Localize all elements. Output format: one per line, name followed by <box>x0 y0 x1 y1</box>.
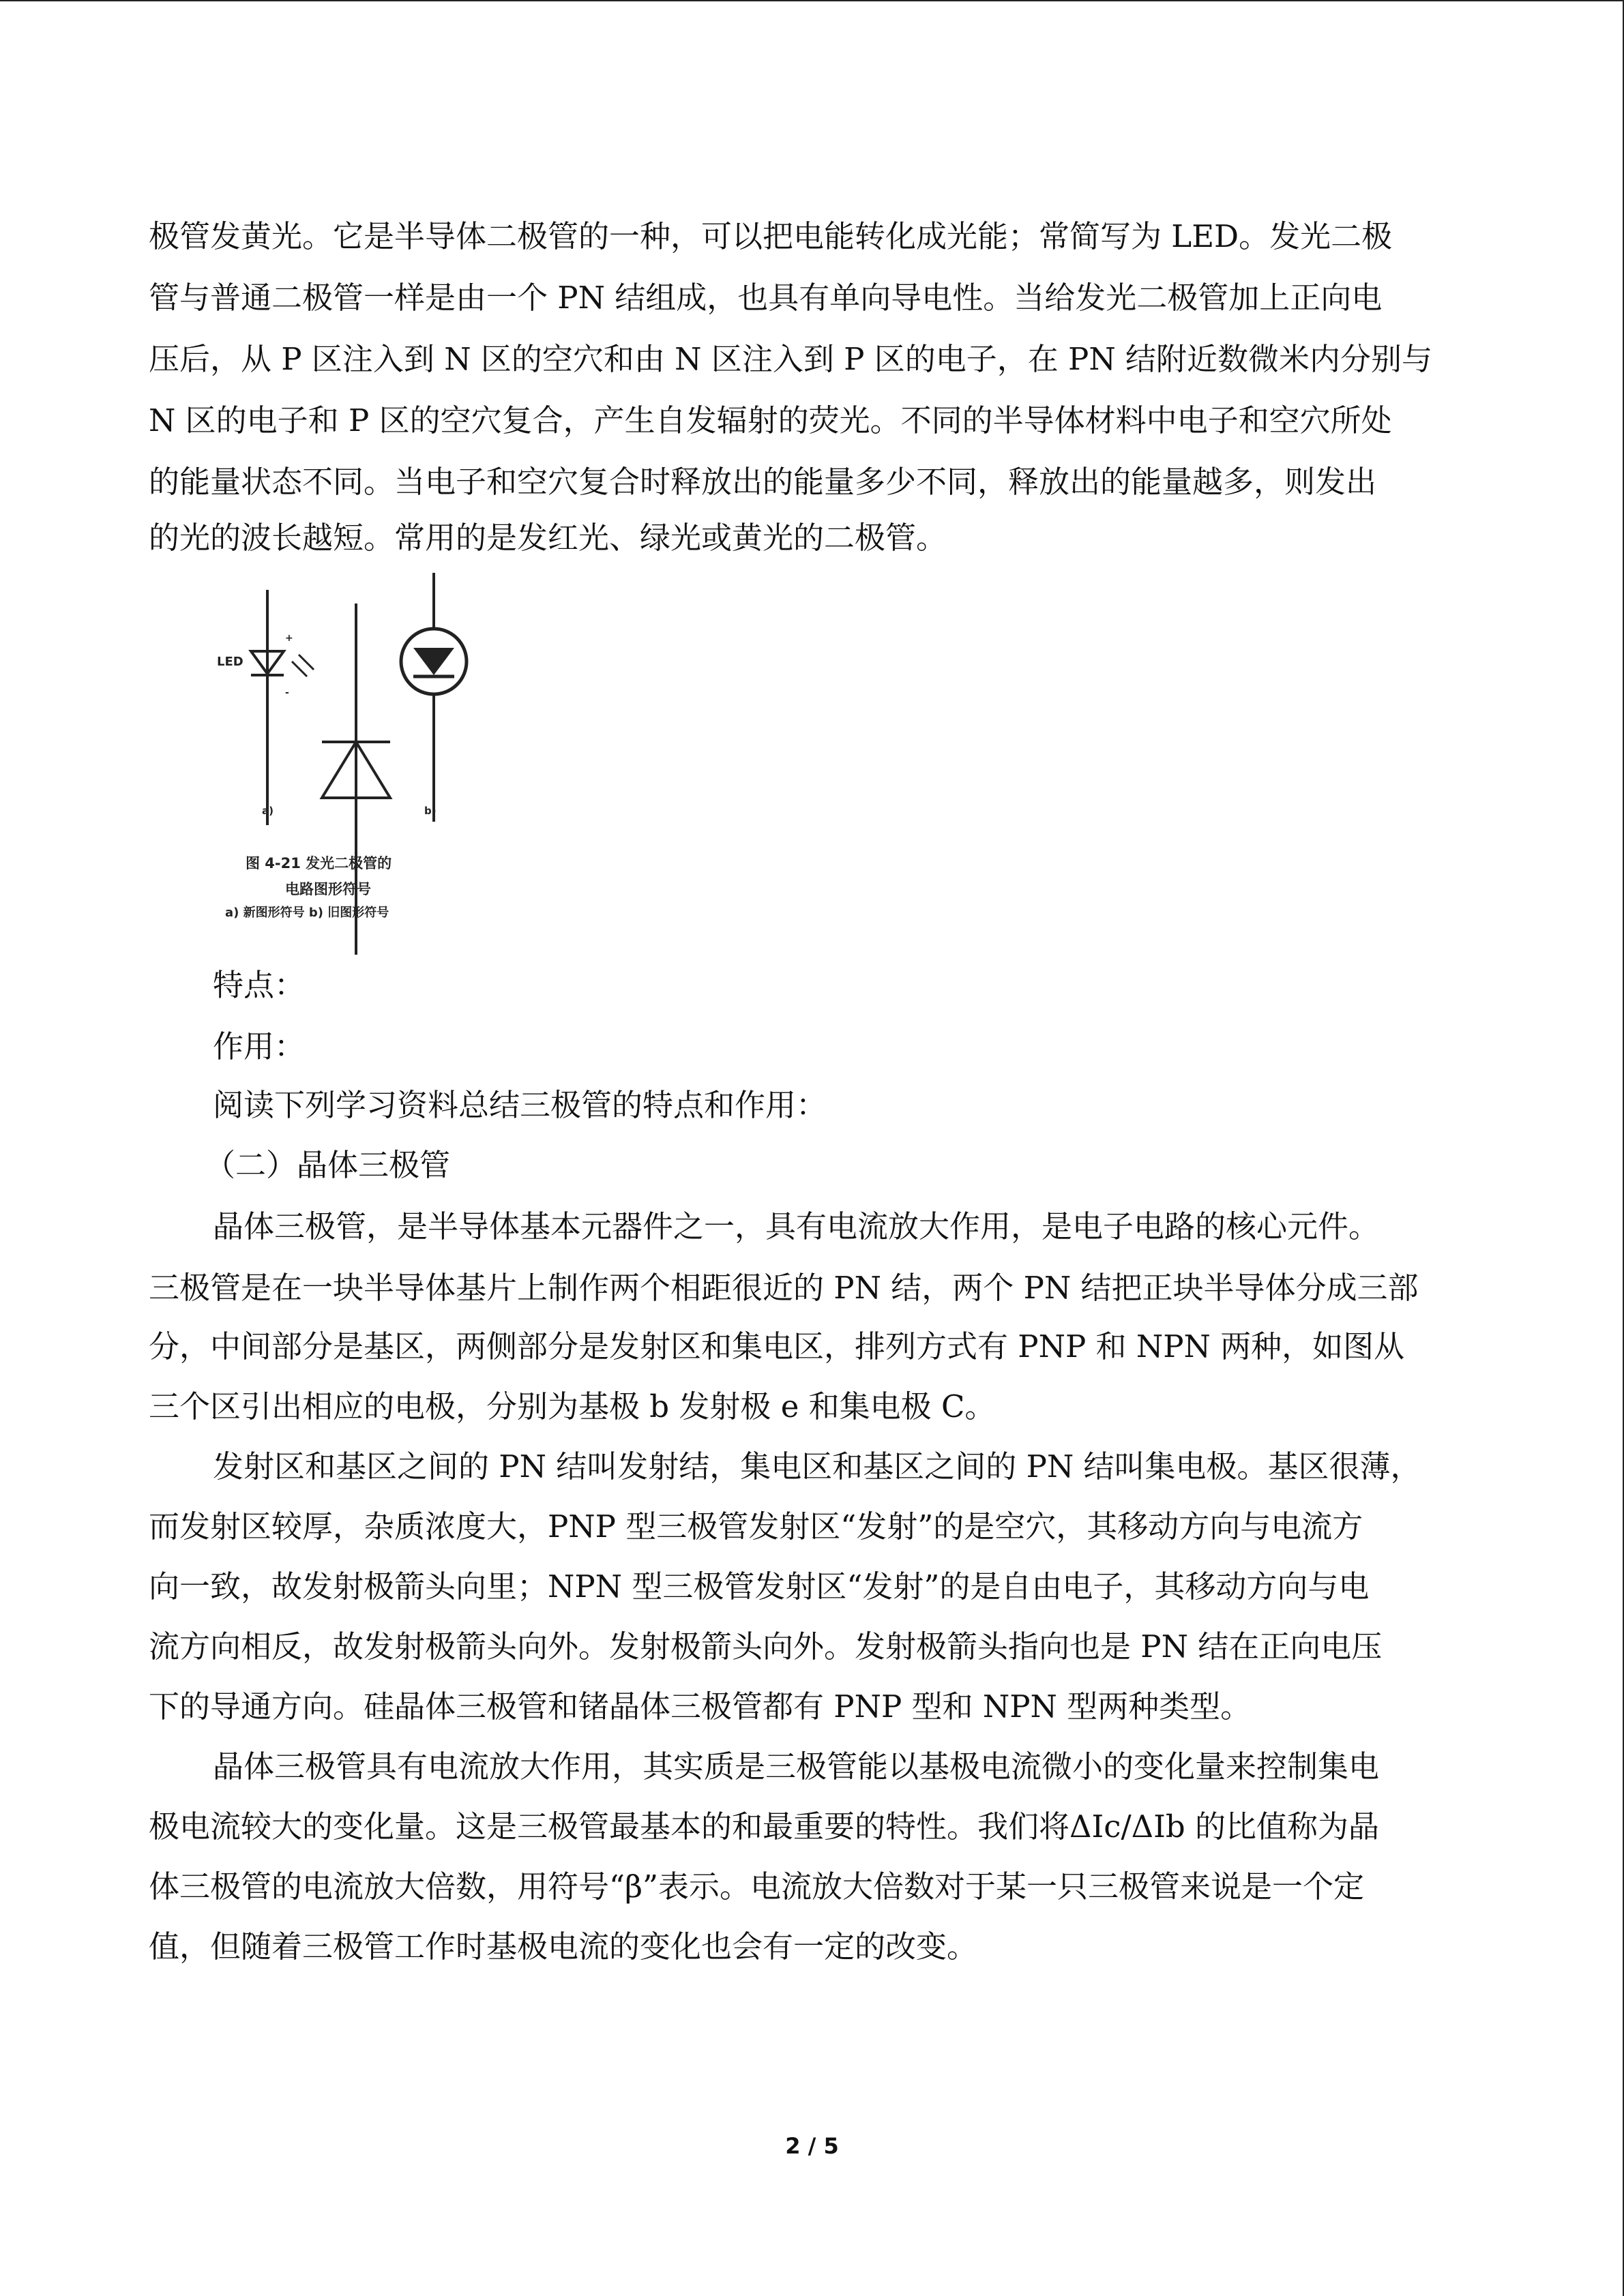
transistor-para1-line-2: 三极管是在一块半导体基片上制作两个相距很近的 PN 结，两个 PN 结把正块半导体分成三部 <box>149 1270 1419 1306</box>
instruction-text: 阅读下列学习资料总结三极管的特点和作用： <box>213 1087 827 1123</box>
led-para-line-4: N 区的电子和 P 区的空穴复合，产生自发辐射的荧光。不同的半导体材料中电子和空穴所处 <box>149 402 1392 438</box>
features-label: 特点： <box>213 967 306 1003</box>
transistor-para1-line-1: 晶体三极管，是半导体基本元器件之一，具有电流放大作用，是电子电路的核心元件。 <box>213 1208 1380 1244</box>
figure-caption-line-3: a) 新图形符号 b) 旧图形符号 <box>225 906 389 920</box>
section-heading: （二）晶体三极管 <box>205 1147 451 1183</box>
transistor-para2-line-3: 向一致，故发射极箭头向里；NPN 型三极管发射区“发射”的是自由电子，其移动方向与电 <box>149 1568 1370 1605</box>
led-minus-label: - <box>285 687 289 698</box>
transistor-para2-line-2: 而发射区较厚，杂质浓度大，PNP 型三极管发射区“发射”的是空穴，其移动方向与电流方 <box>149 1508 1363 1545</box>
led-a-arrow-1 <box>292 661 307 676</box>
figure-caption-line-2: 电路图形符号 <box>285 881 371 897</box>
transistor-para3-line-4: 值，但随着三极管工作时基极电流的变化也会有一定的改变。 <box>149 1928 978 1965</box>
led-para-line-2: 管与普通二极管一样是由一个 PN 结组成，也具有单向导电性。当给发光二极管加上正向电 <box>149 280 1383 316</box>
function-label: 作用： <box>213 1028 306 1064</box>
led-symbol-figure <box>205 573 491 955</box>
transistor-para3-line-3: 体三极管的电流放大倍数，用符号“β”表示。电流放大倍数对于某一只三极管来说是一个定 <box>149 1868 1365 1905</box>
led-para-line-3: 压后，从 P 区注入到 N 区的空穴和由 N 区注入到 P 区的电子，在 PN 结附近数微米内分别与 <box>149 341 1433 377</box>
transistor-para2-line-1: 发射区和基区之间的 PN 结叫发射结，集电区和基区之间的 PN 结叫集电极。基区很薄， <box>213 1448 1421 1485</box>
transistor-para2-line-4: 流方向相反，故发射极箭头向外。发射极箭头向外。发射极箭头指向也是 PN 结在正向电压 <box>149 1628 1383 1665</box>
transistor-para3-line-1: 晶体三极管具有电流放大作用，其实质是三极管能以基极电流微小的变化量来控制集电 <box>213 1748 1380 1785</box>
figure-label-a: a) <box>262 805 274 817</box>
figure-caption-line-1: 图 4-21 发光二极管的 <box>246 855 392 871</box>
led-label: LED <box>217 655 243 669</box>
page-number: 2 / 5 <box>785 2133 839 2159</box>
led-b-triangle <box>413 648 454 675</box>
led-para-line-1: 极管发黄光。它是半导体二极管的一种，可以把电能转化成光能；常简写为 LED。发光二极 <box>149 218 1393 254</box>
led-plus-label: + <box>285 633 293 644</box>
page-top-border <box>0 0 1624 1</box>
led-para-line-5: 的能量状态不同。当电子和空穴复合时释放出的能量多少不同，释放出的能量越多，则发出 <box>149 464 1377 500</box>
figure-label-b: b) <box>424 805 437 817</box>
transistor-para2-line-5: 下的导通方向。硅晶体三极管和锗晶体三极管都有 PNP 型和 NPN 型两种类型。 <box>149 1688 1252 1725</box>
transistor-para1-line-4: 三个区引出相应的电极，分别为基极 b 发射极 e 和集电极 C。 <box>149 1388 996 1425</box>
transistor-para1-line-3: 分，中间部分是基区，两侧部分是发射区和集电区，排列方式有 PNP 和 NPN 两种，如图从 <box>149 1328 1405 1365</box>
led-a-arrow-2 <box>299 655 314 670</box>
transistor-para3-line-2: 极电流较大的变化量。这是三极管最基本的和最重要的特性。我们将ΔIc/ΔIb 的比值称为晶 <box>149 1808 1380 1845</box>
led-para-line-6: 的光的波长越短。常用的是发红光、绿光或黄光的二极管。 <box>149 520 947 556</box>
